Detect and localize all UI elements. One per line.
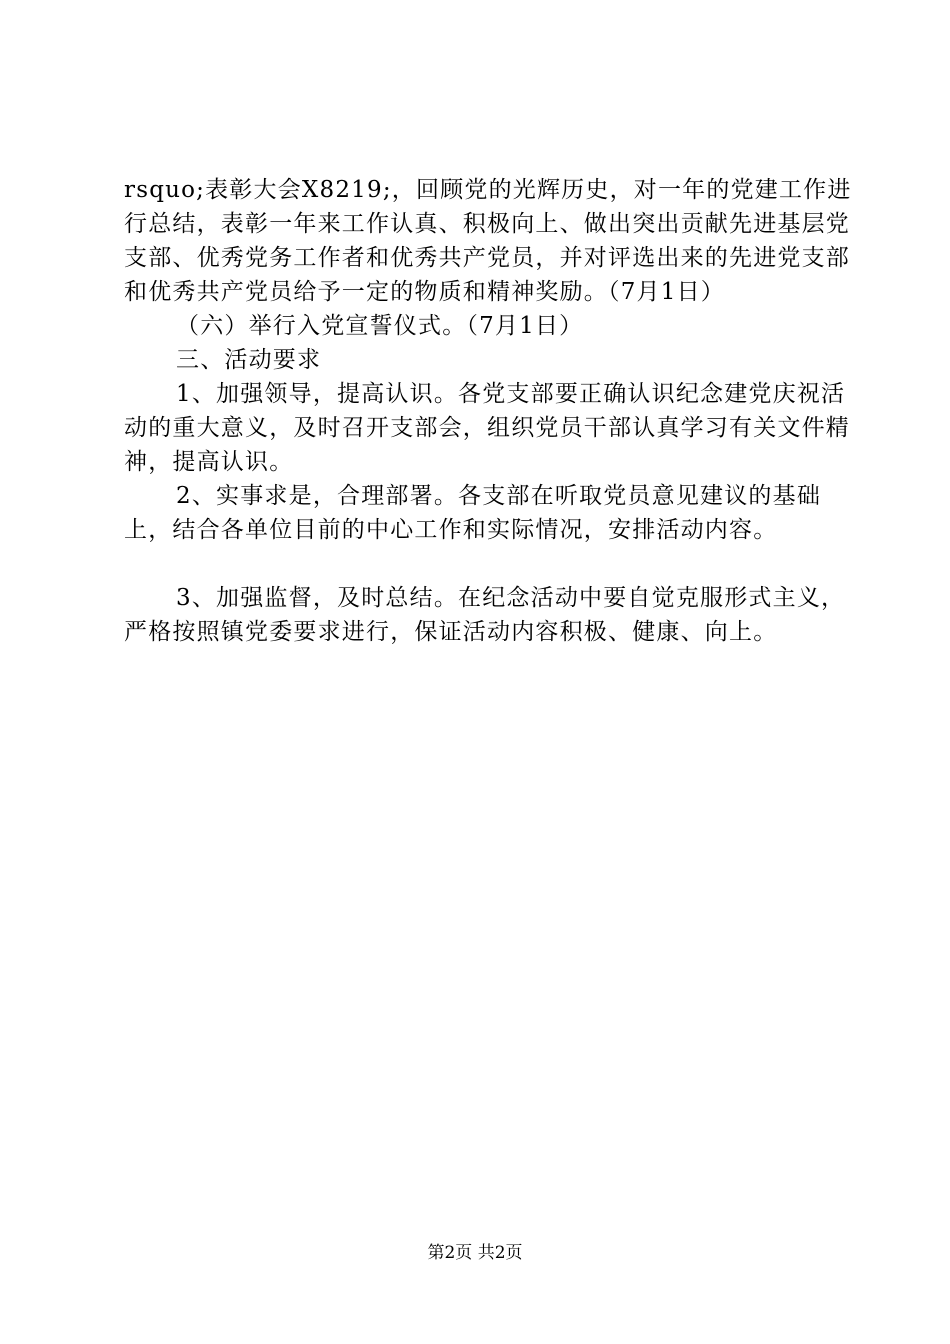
paragraph-oath-ceremony: （六）举行入党宣誓仪式。（7月1日） (176, 313, 584, 339)
paragraph-requirement-2: 2、实事求是，合理部署。各支部在听取党员意见建议的基础上，结合各单位目前的中心工作和实际情况，安排活动内容。 (124, 483, 822, 543)
document-body (124, 173, 854, 649)
section-heading-requirements: 三、活动要求 (176, 347, 322, 373)
paragraph-requirement-1: 1、加强领导，提高认识。各党支部要正确认识纪念建党庆祝活动的重大意义，及时召开支部会，组织党员干部认真学习有关文件精神，提高认识。 (124, 381, 850, 475)
paragraph-requirement-3: 3、加强监督，及时总结。在纪念活动中要自觉克服形式主义，严格按照镇党委要求进行，保证活动内容积极、健康、向上。 (124, 585, 846, 645)
paragraph-award-ceremony: rsquo;表彰大会X8219;，回顾党的光辉历史，对一年的党建工作进行总结，表彰一年来工作认真、积极向上、做出突出贡献先进基层党支部、优秀党务工作者和优秀共产党员，并对评选出来的先进党支部和优秀共产党员给予一定的物质和精神奖励。（7月1日） (124, 177, 852, 305)
page-number-footer: 第2页 共2页 (427, 1243, 523, 1263)
paragraph-gap (124, 547, 854, 581)
